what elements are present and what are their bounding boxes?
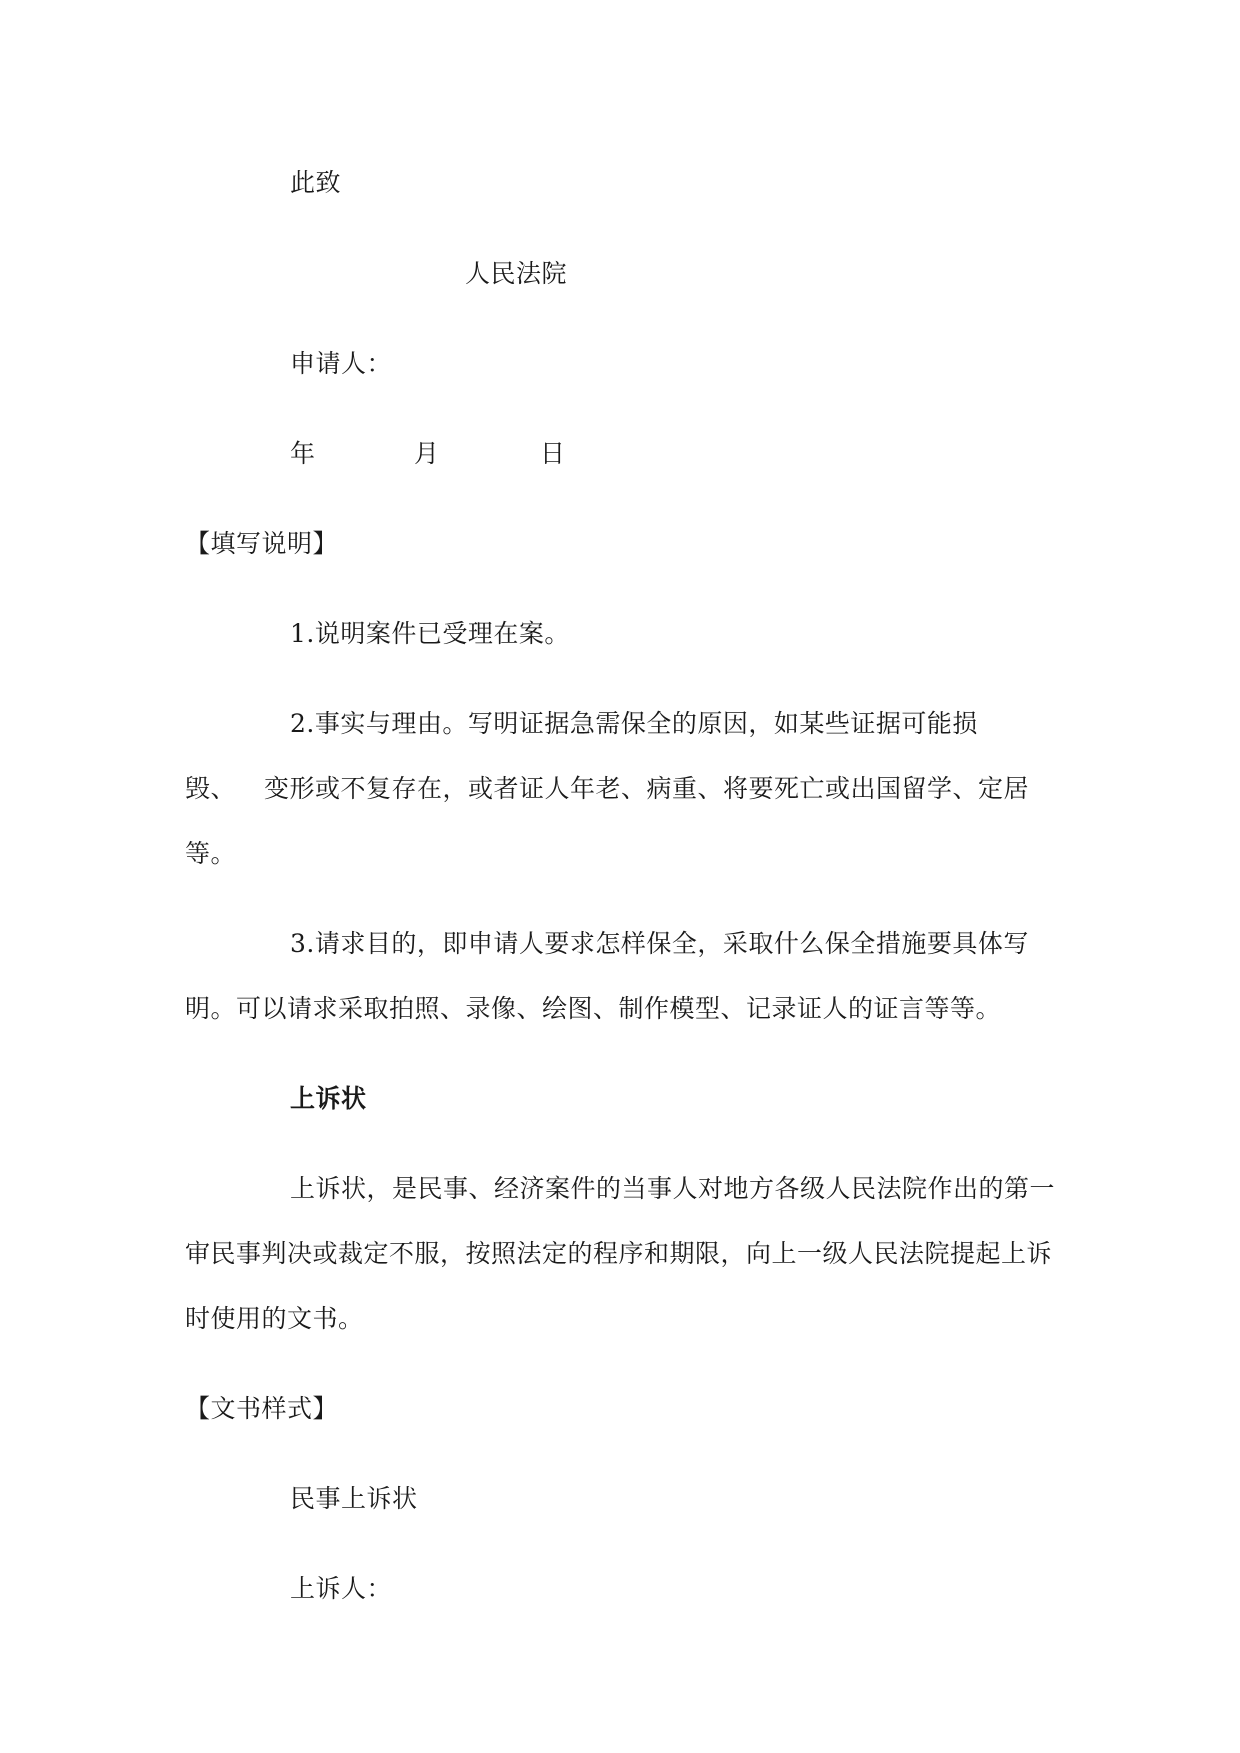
template-heading: 【文书样式】 xyxy=(185,1394,339,1423)
instruction-item-3-line-2: 明。可以请求采取拍照、录像、绘图、制作模型、记录证人的证言等等。 xyxy=(185,994,1002,1023)
applicant-label: 申请人： xyxy=(290,349,393,378)
instruction-item-2-line-2a: 毁、 xyxy=(185,774,237,803)
date-month: 月 xyxy=(414,439,440,468)
instruction-item-3-line-1: 3.请求目的，即申请人要求怎样保全，采取什么保全措施要具体写 xyxy=(290,929,1029,958)
appeal-title: 上诉状 xyxy=(290,1084,367,1113)
instruction-item-2-line-2b: 变形或不复存在，或者证人年老、病重、将要死亡或出国留学、定居 xyxy=(264,774,1030,803)
appellant-label: 上诉人： xyxy=(290,1574,393,1603)
court-name: 人民法院 xyxy=(465,259,568,288)
date-day: 日 xyxy=(540,439,566,468)
instruction-item-2-line-3: 等。 xyxy=(185,839,237,868)
date-year: 年 xyxy=(290,439,316,468)
instruction-item-1: 1.说明案件已受理在案。 xyxy=(290,619,570,648)
instruction-item-2-line-1: 2.事实与理由。写明证据急需保全的原因，如某些证据可能损 xyxy=(290,709,978,738)
template-title: 民事上诉状 xyxy=(290,1484,418,1513)
appeal-description-line-2: 审民事判决或裁定不服，按照法定的程序和期限，向上一级人民法院提起上诉 xyxy=(185,1239,1053,1268)
appeal-description-line-3: 时使用的文书。 xyxy=(185,1304,364,1333)
instructions-heading: 【填写说明】 xyxy=(185,529,339,558)
salutation-text: 此致 xyxy=(290,168,342,197)
appeal-description-line-1: 上诉状，是民事、经济案件的当事人对地方各级人民法院作出的第一 xyxy=(290,1174,1056,1203)
